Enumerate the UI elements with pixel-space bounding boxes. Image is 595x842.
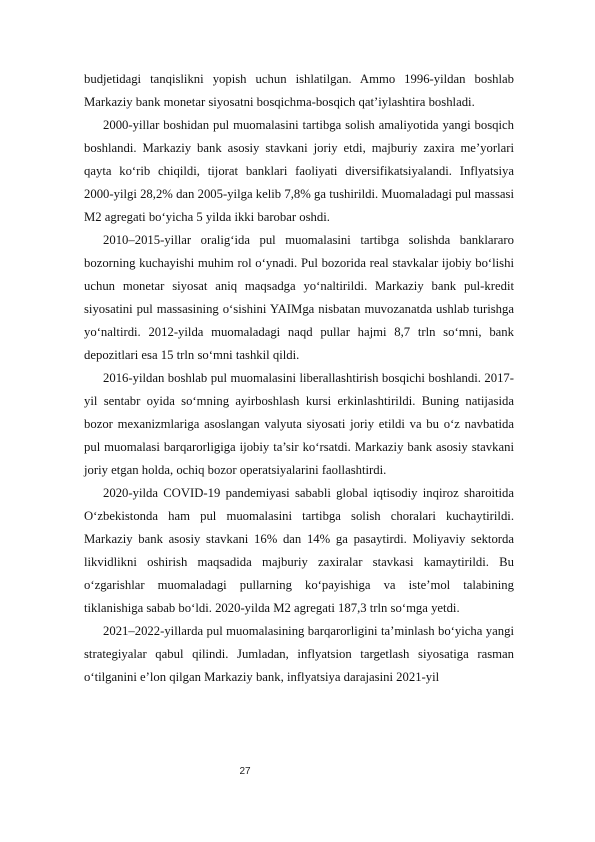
paragraph-2000s: 2000-yillar boshidan pul muomalasini tartibga solish amaliyotida yangi bosqich boshlandi. Markaziy bank asosiy stavkani joriy etdi, majburiy zaxira me’yorlari qayta ko‘rib chiqildi, tijorat banklari faoliyati diversifikatsiyalandi. Inflyatsiya 2000-yilgi 28,2% dan 2005-yilga kelib 7,8% ga tushirildi. Muomaladagi pul massasi M2 agregati bo‘yicha 5 yilda ikki barobar oshdi. (84, 118, 514, 224)
paragraph-continuation: budjetidagi tanqislikni yopish uchun ishlatilgan. Ammo 1996-yildan boshlab Markaziy bank monetar siyosatni bosqichma-bosqich qat’iylashtira boshladi. (84, 72, 514, 109)
paragraph-2010-2015: 2010–2015-yillar oralig‘ida pul muomalasini tartibga solishda banklararo bozorning kuchayishi muhim rol o‘ynadi. Pul bozorida real stavkalar ijobiy bo‘lishi uchun monetar siyosat aniq maqsadga yo‘naltirildi. Markaziy bank pul-kredit siyosatini pul massasining o‘sishini YAIMga nisbatan muvozanatda ushlab turishga yo‘naltirdi. 2012-yilda muomaladagi naqd pullar hajmi 8,7 trln so‘mni, bank depozitlari esa 15 trln so‘mni tashkil qildi. (84, 233, 514, 362)
paragraph-2016: 2016-yildan boshlab pul muomalasini liberallashtirish bosqichi boshlandi. 2017-yil sentabr oyida so‘mning ayirboshlash kursi erkinlashtirildi. Buning natijasida bozor mexanizmlariga asoslangan valyuta siyosati joriy etildi va bu o‘z navbatida pul muomalasi barqarorligiga ijobiy ta’sir ko‘rsatdi. Markaziy bank asosiy stavkani joriy etgan holda, ochiq bozor operatsiyalarini faollashtirdi. (84, 371, 514, 477)
paragraph-2021-2022: 2021–2022-yillarda pul muomalasining barqarorligini ta’minlash bo‘yicha yangi strategiyalar qabul qilindi. Jumladan, inflyatsion targetlash siyosatiga rasman o‘tilganini e’lon qilgan Markaziy bank, inflyatsiya darajasini 2021-yil (84, 624, 514, 684)
page-number: 27 (239, 766, 251, 777)
document-page (84, 68, 514, 689)
paragraph-2020: 2020-yilda COVID-19 pandemiyasi sababli global iqtisodiy inqiroz sharoitida O‘zbekistonda ham pul muomalasini tartibga solish choralari kuchaytirildi. Markaziy bank asosiy stavkani 16% dan 14% ga pasaytirdi. Moliyaviy sektorda likvidlikni oshirish maqsadida majburiy zaxiralar stavkasi kamaytirildi. Bu o‘zgarishlar muomaladagi pullarning ko‘payishiga va iste’mol talabining tiklanishiga sabab bo‘ldi. 2020-yilda M2 agregati 187,3 trln so‘mga yetdi. (84, 486, 514, 615)
